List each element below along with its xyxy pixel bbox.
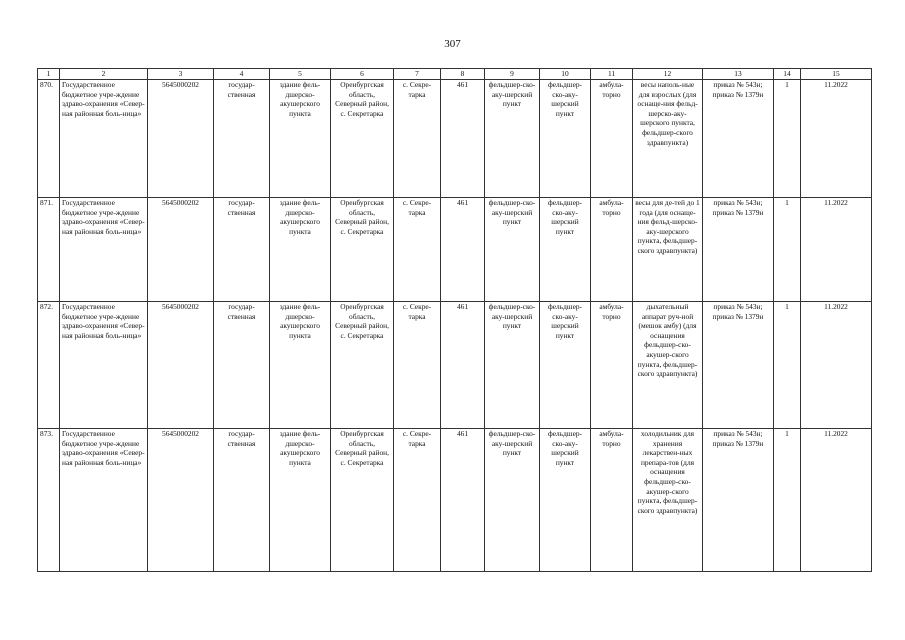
column-header: 2 [60,69,148,80]
column-header: 10 [540,69,591,80]
due-date: 11.2022 [801,80,872,198]
unit-subtype: фельдшер-ско-аку-шерский пункт [540,80,591,198]
organization-name: Государственное бюджетное учре-ждение здраво-охранения «Север-ная районная боль-ница» [60,302,148,429]
column-header: 13 [703,69,774,80]
column-header: 14 [774,69,801,80]
column-header: 1 [38,69,60,80]
unit-type: фельдшер-ско-аку-шерский пункт [485,429,540,572]
column-header: 4 [214,69,270,80]
column-header: 15 [801,69,872,80]
organization-code: 5645000202 [148,302,214,429]
building-type: здание фель-дшерско-акушерского пункта [270,80,331,198]
care-condition: амбула-торно [591,80,633,198]
organization-name: Государственное бюджетное учре-ждение здраво-охранения «Север-ная районная боль-ница» [60,80,148,198]
table-row [38,80,872,198]
column-header: 9 [485,69,540,80]
table-row [38,198,872,302]
quantity: 1 [774,429,801,572]
address: Оренбургская область, Северный район, с. Секретарка [331,80,394,198]
settlement: с. Секре-тарка [394,80,441,198]
equipment-name: весы наполь-ные для взрослых (для оснаще-ния фельд-шерско-аку-шерского пункта, фельдшер-ского здравпункта) [633,80,703,198]
column-header: 12 [633,69,703,80]
row-number: 873. [38,429,60,572]
unit-type: фельдшер-ско-аку-шерский пункт [485,198,540,302]
ownership-form: государ-ственная [214,80,270,198]
ownership-form: государ-ственная [214,302,270,429]
address: Оренбургская область, Северный район, с. Секретарка [331,198,394,302]
order-reference: приказ № 543н; приказ № 1379н [703,302,774,429]
quantity: 1 [774,302,801,429]
order-reference: приказ № 543н; приказ № 1379н [703,80,774,198]
population: 461 [441,302,485,429]
unit-type: фельдшер-ско-аку-шерский пункт [485,80,540,198]
settlement: с. Секре-тарка [394,198,441,302]
column-header: 6 [331,69,394,80]
order-reference: приказ № 543н; приказ № 1379н [703,429,774,572]
equipment-name: холодильник для хранения лекарствен-ных препара-тов (для оснащения фельдшер-ско-акушер-ского пункта, фельдшер-ского здравпункта) [633,429,703,572]
column-header: 3 [148,69,214,80]
ownership-form: государ-ственная [214,429,270,572]
settlement: с. Секре-тарка [394,429,441,572]
order-reference: приказ № 543н; приказ № 1379н [703,198,774,302]
population: 461 [441,429,485,572]
table-row [38,429,872,572]
organization-code: 5645000202 [148,429,214,572]
row-number: 871. [38,198,60,302]
settlement: с. Секре-тарка [394,302,441,429]
equipment-name: дыхательный аппарат руч-ной (мешок амбу) (для оснащения фельдшер-ско-акушер-ского пункта, фельдшер-ского здравпункта) [633,302,703,429]
organization-code: 5645000202 [148,198,214,302]
care-condition: амбула-торно [591,198,633,302]
unit-subtype: фельдшер-ско-аку-шерский пункт [540,302,591,429]
ownership-form: государ-ственная [214,198,270,302]
unit-type: фельдшер-ско-аку-шерский пункт [485,302,540,429]
population: 461 [441,198,485,302]
row-number: 870. [38,80,60,198]
column-header: 7 [394,69,441,80]
column-header: 5 [270,69,331,80]
unit-subtype: фельдшер-ско-аку-шерский пункт [540,429,591,572]
column-number-row [38,69,872,80]
equipment-name: весы для де-тей до 1 года (для оснаще-ния фельд-шерско-аку-шерского пункта, фельдшер-ского здравпункта) [633,198,703,302]
address: Оренбургская область, Северный район, с. Секретарка [331,302,394,429]
address: Оренбургская область, Северный район, с. Секретарка [331,429,394,572]
building-type: здание фель-дшерско-акушерского пункта [270,429,331,572]
unit-subtype: фельдшер-ско-аку-шерский пункт [540,198,591,302]
column-header: 8 [441,69,485,80]
quantity: 1 [774,80,801,198]
care-condition: амбула-торно [591,429,633,572]
due-date: 11.2022 [801,302,872,429]
column-header: 11 [591,69,633,80]
population: 461 [441,80,485,198]
page-number: 307 [444,38,461,50]
organization-name: Государственное бюджетное учре-ждение здраво-охранения «Север-ная районная боль-ница» [60,198,148,302]
organization-name: Государственное бюджетное учре-ждение здраво-охранения «Север-ная районная боль-ница» [60,429,148,572]
table-row [38,302,872,429]
quantity: 1 [774,198,801,302]
row-number: 872. [38,302,60,429]
due-date: 11.2022 [801,198,872,302]
register-table [37,68,872,572]
due-date: 11.2022 [801,429,872,572]
care-condition: амбула-торно [591,302,633,429]
organization-code: 5645000202 [148,80,214,198]
building-type: здание фель-дшерско-акушерского пункта [270,198,331,302]
building-type: здание фель-дшерско-акушерского пункта [270,302,331,429]
